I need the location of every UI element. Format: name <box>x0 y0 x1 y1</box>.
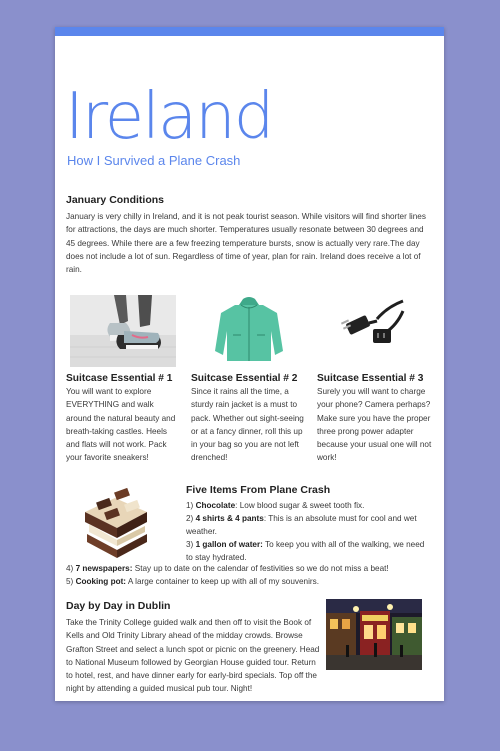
essential-2-heading: Suitcase Essential # 2 <box>191 373 298 384</box>
essential-3-heading: Suitcase Essential # 3 <box>317 373 424 384</box>
essential-3-body: Surely you will want to charge your phone? Camera perhaps? Make sure you have the proper three prong power adapter because your usual one will not work! <box>317 387 432 463</box>
essential-2-body: Since it rains all the time, a sturdy rain jacket is a must to pack. Whether out sight-seeing or at a fancy dinner, roll this up in your bag so you are not left drenched! <box>191 387 304 463</box>
accent-bar <box>55 27 444 36</box>
essential-2 <box>191 295 306 465</box>
power-adapter-image <box>317 295 432 367</box>
sneakers-image <box>66 295 181 367</box>
january-body: January is very chilly in Ireland, and it is not peak tourist season. While visitors will find shorter lines for attractions, the days are much shorter. Temperatures usually resonate between 30 degrees and 45 degrees. While there are a few freezing temperature bursts, snow is actually very rare.The day does not include a lot of sun. Regardless of time of year, plan for rain. Ireland does receive a lot of rain. <box>66 212 426 275</box>
list-item: 5) Cooking pot: A large container to keep up with all of my souvenirs. <box>66 577 320 586</box>
page-title: Ireland <box>65 80 273 154</box>
five-items-list-continued <box>66 562 436 588</box>
five-items-heading: Five Items From Plane Crash <box>186 484 331 496</box>
list-item: 4) 7 newspapers: Stay up to date on the calendar of festivities so we do not miss a beat! <box>66 564 389 573</box>
january-heading: January Conditions <box>66 194 165 206</box>
newsletter-card <box>55 27 444 701</box>
dublin-heading: Day by Day in Dublin <box>66 600 171 612</box>
chocolate-image <box>75 482 155 562</box>
list-item: 2) 4 shirts & 4 pants: This is an absolute must for cool and wet weather. <box>186 514 417 536</box>
rain-jacket-image <box>191 295 306 367</box>
five-items-list <box>186 499 431 564</box>
page-subtitle: How I Survived a Plane Crash <box>67 153 241 168</box>
essential-1-heading: Suitcase Essential # 1 <box>66 373 173 384</box>
essential-1-body: You will want to explore EVERYTHING and walk around the natural beauty and breath-taking castles. Heels and flats will not work. Pack your favorite sneakers! <box>66 387 176 463</box>
list-item: 1) Chocolate: Low blood sugar & sweet tooth fix. <box>186 501 365 510</box>
essential-3 <box>317 295 432 465</box>
list-item: 3) 1 gallon of water: To keep you with all of the walking, we need to stay hydrated. <box>186 540 425 562</box>
essential-1 <box>66 295 181 465</box>
dublin-pub-image <box>326 599 422 670</box>
dublin-body: Take the Trinity College guided walk and then off to visit the Book of Kells and Old Trinity Library ahead of the midday crowds. Browse Grafton Street and select a lunch spot or picnic on the greenery. Head to National Museum followed by Georgian House guided tour. Return to hotel, rest, and have dinner early for early-bird specials. Top off the night by attending a guided musical pub tour. Night! <box>66 618 320 694</box>
